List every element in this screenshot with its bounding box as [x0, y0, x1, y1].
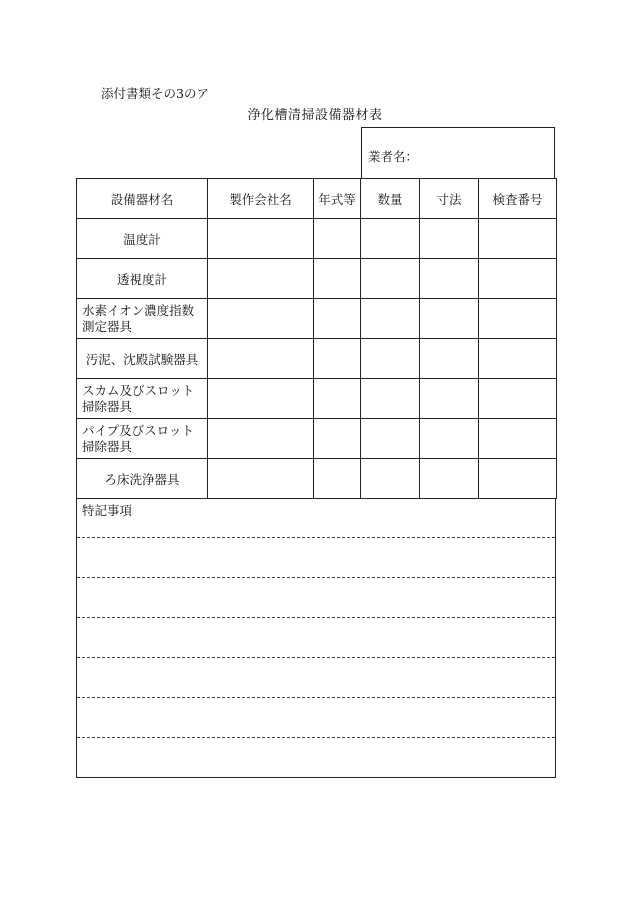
table-row — [77, 459, 557, 499]
document-label: 添付書類その3のア — [101, 86, 209, 101]
equipment-name-cell: ろ床洗浄器具 — [77, 459, 208, 499]
header-inspection-number: 検査番号 — [479, 179, 557, 219]
model-year-cell — [314, 419, 361, 459]
manufacturer-cell — [208, 459, 314, 499]
model-year-cell — [314, 339, 361, 379]
inspection-number-cell — [479, 339, 557, 379]
inspection-number-cell — [479, 419, 557, 459]
equipment-name-cell: パイプ及びスロット掃除器具 — [77, 419, 208, 459]
quantity-cell — [361, 259, 420, 299]
model-year-cell — [314, 259, 361, 299]
notes-line — [77, 537, 555, 538]
dimensions-cell — [420, 339, 479, 379]
table-header-row — [77, 179, 557, 219]
inspection-number-cell — [479, 219, 557, 259]
notes-line — [77, 697, 555, 698]
header-quantity: 数量 — [361, 179, 420, 219]
dimensions-cell — [420, 379, 479, 419]
notes-line — [77, 657, 555, 658]
quantity-cell — [361, 339, 420, 379]
manufacturer-cell — [208, 299, 314, 339]
equipment-name-cell: 水素イオン濃度指数測定器具 — [77, 299, 208, 339]
notes-label: 特記事項 — [82, 503, 133, 518]
manufacturer-cell — [208, 259, 314, 299]
table-row — [77, 419, 557, 459]
manufacturer-cell — [208, 339, 314, 379]
inspection-number-cell — [479, 379, 557, 419]
manufacturer-cell — [208, 379, 314, 419]
header-dimensions: 寸法 — [420, 179, 479, 219]
dimensions-cell — [420, 219, 479, 259]
dimensions-cell — [420, 299, 479, 339]
equipment-name-cell: 温度計 — [77, 219, 208, 259]
notes-box — [76, 498, 556, 778]
table-row — [77, 299, 557, 339]
table-row — [77, 259, 557, 299]
dimensions-cell — [420, 419, 479, 459]
inspection-number-cell — [479, 299, 557, 339]
inspection-number-cell — [479, 459, 557, 499]
dimensions-cell — [420, 259, 479, 299]
manufacturer-cell — [208, 419, 314, 459]
model-year-cell — [314, 219, 361, 259]
model-year-cell — [314, 459, 361, 499]
equipment-name-cell: 透視度計 — [77, 259, 208, 299]
header-manufacturer: 製作会社名 — [208, 179, 314, 219]
dimensions-cell — [420, 459, 479, 499]
vendor-box — [361, 127, 555, 178]
equipment-table — [76, 178, 557, 499]
notes-line — [77, 577, 555, 578]
notes-line — [77, 737, 555, 738]
quantity-cell — [361, 219, 420, 259]
vendor-label: 業者名： — [368, 149, 419, 164]
quantity-cell — [361, 299, 420, 339]
equipment-name-cell: 汚泥、沈殿試験器具 — [77, 339, 208, 379]
table-row — [77, 379, 557, 419]
quantity-cell — [361, 419, 420, 459]
quantity-cell — [361, 379, 420, 419]
model-year-cell — [314, 379, 361, 419]
document-title: 浄化槽清掃設備器材表 — [247, 108, 383, 123]
table-row — [77, 219, 557, 259]
table-row — [77, 339, 557, 379]
manufacturer-cell — [208, 219, 314, 259]
quantity-cell — [361, 459, 420, 499]
header-equipment-name: 設備器材名 — [77, 179, 208, 219]
equipment-name-cell: スカム及びスロット掃除器具 — [77, 379, 208, 419]
inspection-number-cell — [479, 259, 557, 299]
header-model-year: 年式等 — [314, 179, 361, 219]
model-year-cell — [314, 299, 361, 339]
notes-line — [77, 617, 555, 618]
